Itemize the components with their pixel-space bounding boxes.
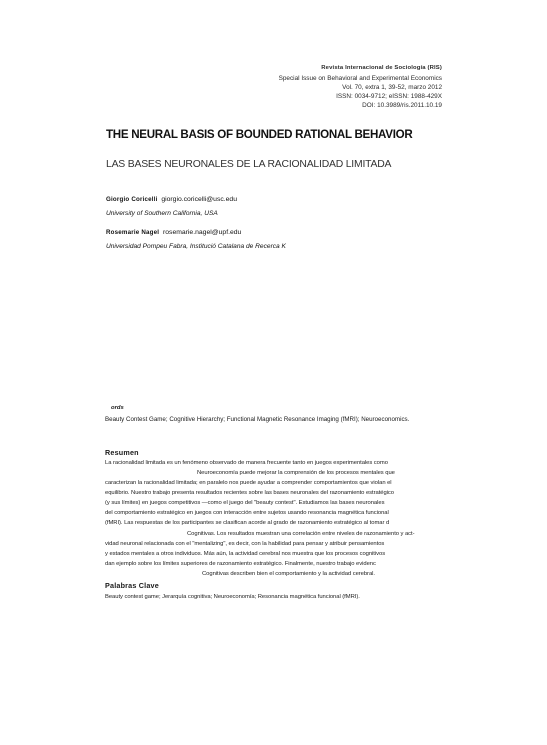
author-affiliation: Universidad Pompeu Fabra, Institució Catalana de Recerca K bbox=[106, 243, 286, 250]
palabras-clave-heading: Palabras Clave bbox=[105, 581, 159, 590]
volume-line: Vol. 70, extra 1, 39-52, marzo 2012 bbox=[342, 84, 442, 91]
resumen-heading: Resumen bbox=[105, 448, 139, 457]
resumen-line: (y sus límites) en juegos competitivos —como el juego del "beauty contest". Estudiamos las bases neuronales bbox=[105, 500, 385, 506]
author-name: Giorgio Coricelli bbox=[106, 196, 158, 203]
special-issue-line: Special Issue on Behavioral and Experimental Economics bbox=[278, 75, 442, 82]
resumen-line: equilibrio. Nuestro trabajo presenta resultados recientes sobre las bases neuronales del razonamiento estratégico bbox=[105, 490, 394, 496]
resumen-line: (fMRI). Las respuestas de los participantes se clasifican acorde al grado de razonamiento estratégico al tomar d bbox=[105, 520, 390, 526]
paper-subtitle: LAS BASES NEURONALES DE LA RACIONALIDAD LIMITADA bbox=[106, 159, 392, 170]
author-1 bbox=[106, 196, 237, 203]
resumen-line: Cognitivas describen bien el comportamiento y la actividad cerebral. bbox=[202, 571, 375, 577]
doi-line: DOI: 10.3989/ris.2011.10.19 bbox=[362, 102, 442, 109]
issn-line: ISSN: 0034-9712; eISSN: 1988-429X bbox=[336, 93, 442, 100]
keywords-text: Beauty Contest Game; Cognitive Hierarchy; Functional Magnetic Resonance Imaging (fMRI); Neuroeconomics. bbox=[105, 416, 410, 423]
author-name: Rosemarie Nagel bbox=[106, 229, 160, 236]
paper-title: THE NEURAL BASIS OF BOUNDED RATIONAL BEHAVIOR bbox=[106, 128, 413, 141]
resumen-line: y estados mentales a otros individuos. Más aún, la actividad cerebral nos muestra que los procesos cognitivos bbox=[105, 551, 386, 557]
resumen-line: Cognitivas. Los resultados muestran una correlación entre niveles de razonamiento y act- bbox=[187, 531, 415, 537]
author-2 bbox=[106, 229, 241, 236]
palabras-clave-text: Beauty contest game; Jerarquía cognitiva; Neuroeconomía; Resonancia magnética funcional (fMRI). bbox=[105, 594, 360, 600]
resumen-line: caracterizan la racionalidad limitada; en paralelo nos puede ayudar a comprender comportamientos que violan el bbox=[105, 480, 392, 486]
author-email[interactable]: giorgio.coricelli@usc.edu bbox=[161, 196, 237, 203]
resumen-line: vidad neuronal relacionada con el "mentalizing", es decir, con la habilidad para pensar y atribuir pensamientos bbox=[105, 541, 385, 547]
resumen-line: del comportamiento estratégico en juegos con interacción entre sujetos usando resonancia magnética funcional bbox=[105, 510, 389, 516]
journal-name: Revista Internacional de Sociología (RIS) bbox=[321, 65, 442, 71]
resumen-line: Neuroeconomía puede mejorar la comprensión de los procesos mentales que bbox=[197, 470, 395, 476]
resumen-line: La racionalidad limitada es un fenómeno observado de manera frecuente tanto en juegos experimentales como bbox=[105, 460, 388, 466]
author-affiliation: University of Southern California, USA bbox=[106, 210, 218, 217]
author-email[interactable]: rosemarie.nagel@upf.edu bbox=[163, 229, 242, 236]
keywords-heading: ords bbox=[111, 405, 124, 411]
resumen-line: dan ejemplo sobre los límites superiores de razonamiento estratégico. Finalmente, nuestro trabajo evidenc bbox=[105, 561, 376, 567]
